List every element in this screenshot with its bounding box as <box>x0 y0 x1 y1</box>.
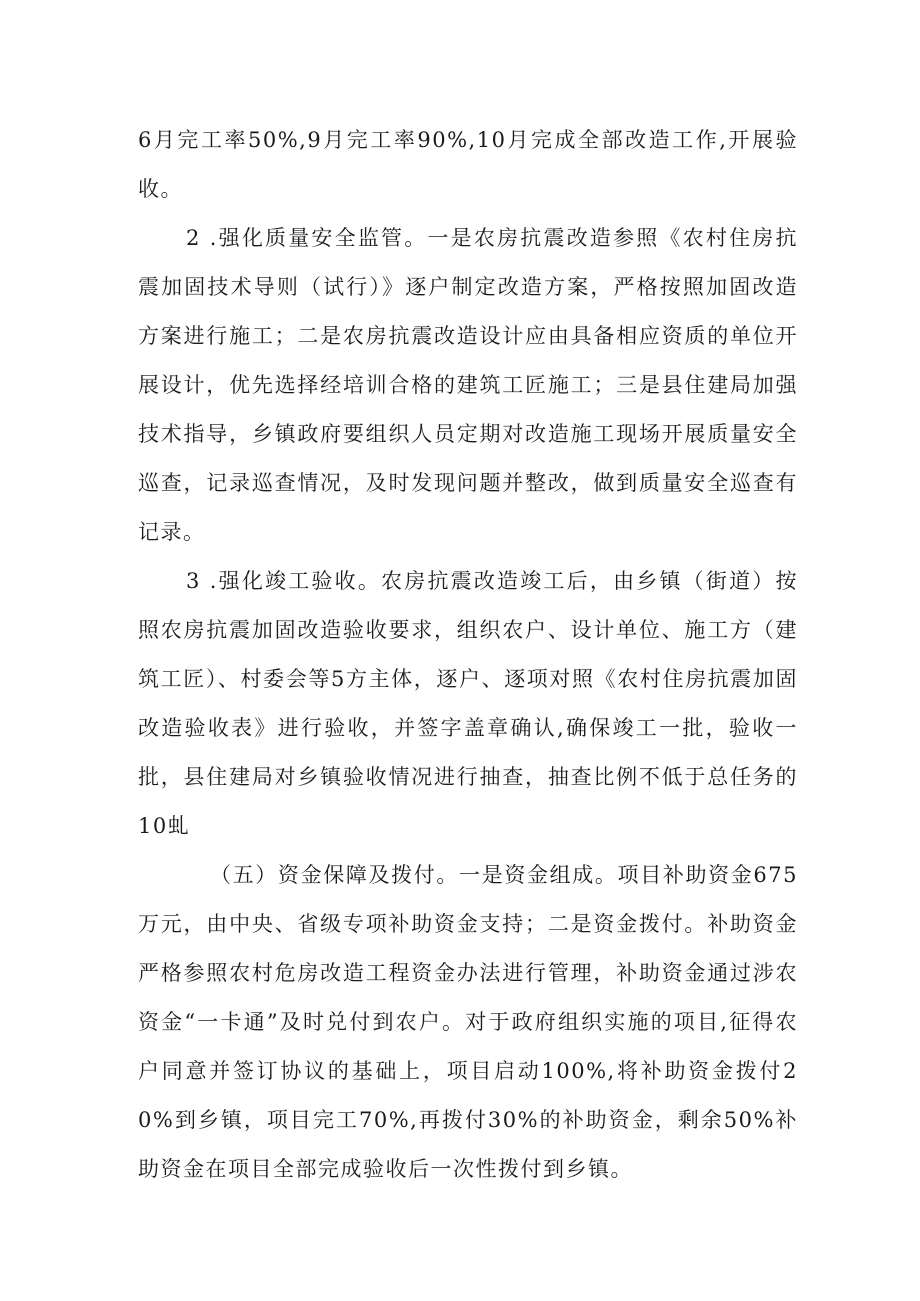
paragraph-funding-disbursement: （五）资金保障及拨付。一是资金组成。项目补助资金675万元，由中央、省级专项补助资金支持；二是资金拨付。补助资金严格参照农村危房改造工程资金办法进行管理，补助资金通过涉农资金“一卡通”及时兑付到农户。对于政府组织实施的项目,征得农户同意并签订协议的基础上，项目启动100%,将补助资金拨付20%到乡镇，项目完工70%,再拨付30%的补助资金，剩余50%补助资金在项目全部完成验收后一次性拨付到乡镇。 <box>138 863 798 1181</box>
paragraph-completion-acceptance: 3 .强化竣工验收。农房抗震改造竣工后，由乡镇（街道）按照农房抗震加固改造验收要求，组织农户、设计单位、施工方（建筑工匠）、村委会等5方主体，逐户、逐项对照《农村住房抗震加固改造验收表》进行验收，并签字盖章确认,确保竣工一批，验收一批，县住建局对乡镇验收情况进行抽查，抽查比例不低于总任务的10虬 <box>138 569 798 838</box>
paragraph-completion-schedule: 6月完工率50%,9月完工率90%,10月完成全部改造工作,开展验收。 <box>138 128 798 201</box>
document-body <box>138 116 798 1194</box>
paragraph-quality-safety-supervision: 2 .强化质量安全监管。一是农房抗震改造参照《农村住房抗震加固技术导则（试行）》逐户制定改造方案，严格按照加固改造方案进行施工；二是农房抗震改造设计应由具备相应资质的单位开展设计，优先选择经培训合格的建筑工匠施工；三是县住建局加强技术指导，乡镇政府要组织人员定期对改造施工现场开展质量安全巡查，记录巡查情况，及时发现问题并整改，做到质量安全巡查有记录。 <box>138 226 798 544</box>
